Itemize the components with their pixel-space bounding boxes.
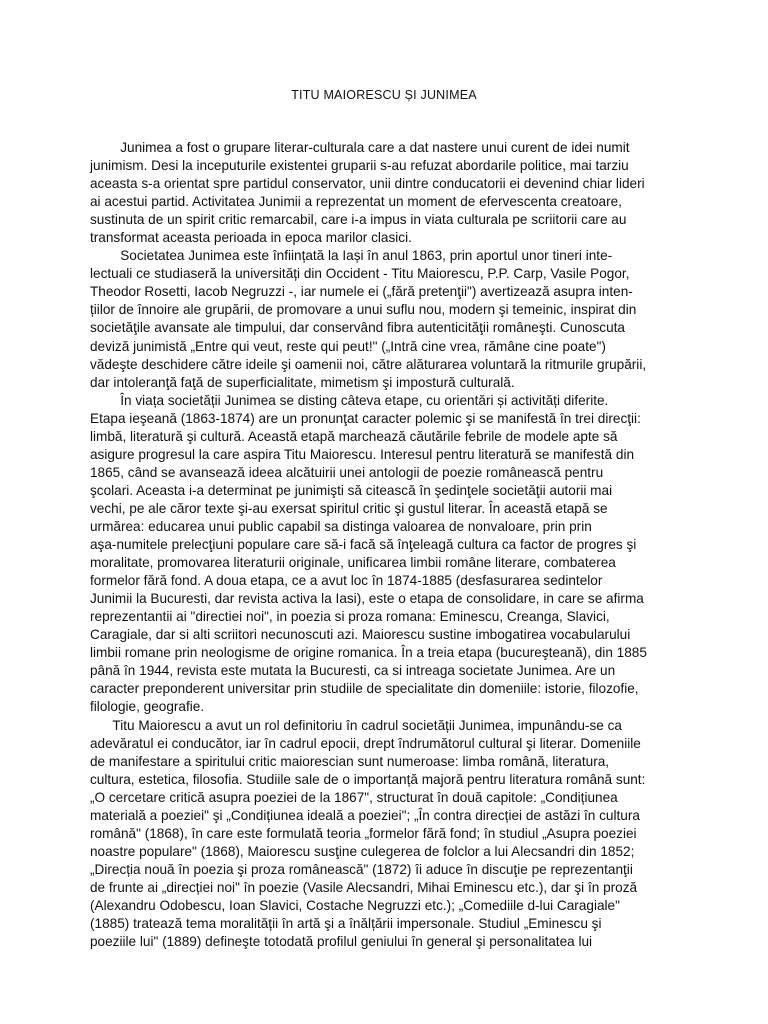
text-line: transformat aceasta perioada in epoca marilor clasici.: [90, 230, 412, 246]
document-title: TITU MAIORESCU ȘI JUNIMEA: [291, 88, 477, 102]
text-line: asigure progresul la care aspira Titu Maiorescu. Interesul pentru literatură se manifestă din: [90, 446, 635, 462]
text-line: Etapa ieşeană (1863-1874) are un pronunţat caracter polemic şi se manifestă în trei direcţii:: [90, 410, 641, 426]
text-line: Theodor Rosetti, Iacob Negruzzi -, iar numele ei („fără pretenţii") avertizează asupra inten-: [90, 284, 633, 300]
text-line: urmărea: educarea unui public capabil sa distinga valoarea de nonvaloare, prin prin: [90, 518, 592, 534]
text-line: cultura, estetica, filosofia. Studiile sale de o importanță majoră pentru literatura română sunt:: [90, 771, 646, 787]
text-line: Junimii la Bucuresti, dar revista activa la Iasi), este o etapa de consolidare, in care se afirma: [90, 591, 644, 607]
text-line: ai acestui partid. Activitatea Junimii a reprezentat un moment de efervescenta creatoare,: [90, 194, 622, 210]
text-line: (1885) tratează tema moralității în artă şi a înălțării impersonale. Studiul „Eminescu şi: [90, 916, 602, 932]
text-line: vechi, pe ale căror texte şi-au exersat spiritul critic şi gustul literar. În această etapă se: [90, 500, 608, 516]
text-line: vădeşte deschidere către ideile şi oamenii noi, către alăturarea voluntară la ritmurile grupării,: [90, 356, 647, 372]
text-line: materială a poeziei" şi „Condițiunea ideală a poeziei"; „În contra direcției de astăzi în cultura: [90, 807, 640, 823]
text-line: de manifestare a spiritului critic maiorescian sunt numeroase: limba română, literatura,: [90, 753, 610, 769]
text-line: de frunte ai „direcției noi" în poezie (Vasile Alecsandri, Mihai Eminescu etc.), dar şi în proză: [90, 879, 638, 895]
text-line: „Direcția nouă în poezia şi proza românească" (1872) îi aduce în discuţie pe reprezentanţii: [90, 861, 633, 877]
text-line: 1865, când se avansează ideea alcătuirii unei antologii de poezie românească pentru: [90, 464, 604, 480]
text-line: moralitate, promovarea literaturii originale, unificarea limbii române literare, combaterea: [90, 555, 616, 571]
text-line: caracter preponderent universitar prin studiile de specialitate din domeniile: istorie, filozofie,: [90, 681, 639, 697]
text-line: Titu Maiorescu a avut un rol definitoriu în cadrul societății Junimea, impunându-se ca: [90, 717, 622, 733]
text-line: lectuali ce studiaseră la universități din Occident - Titu Maiorescu, P.P. Carp, Vasile Pogor,: [90, 266, 630, 282]
text-line: noastre populare" (1868), Maiorescu susţine culegerea de folclor a lui Alecsandri din 1852;: [90, 843, 635, 859]
text-line: limbă, literatură şi cultură. Această etapă marchează căutările febrile de modele apte să: [90, 428, 618, 444]
text-line: poeziile lui" (1889) defineşte totodată profilul geniului în general şi personalitatea lui: [90, 934, 593, 950]
text-line: română" (1868), în care este formulată teoria „formelor fără fond; în studiul „Asupra poeziei: [90, 825, 637, 841]
text-line: Junimea a fost o grupare literar-culturala care a dat nastere unui curent de idei numit: [90, 140, 630, 155]
text-line: formelor fără fond. A doua etapa, ce a avut loc în 1874-1885 (desfasurarea sedintelor: [90, 573, 603, 589]
text-line: „O cercetare critică asupra poeziei de la 1867", structurat în două capitole: „Condițiunea: [90, 789, 618, 805]
text-line: până în 1944, revista este mutata la Bucuresti, ca si intreaga societate Junimea. Are un: [90, 663, 616, 679]
text-line: În viața societății Junimea se disting câteva etape, cu orientări și activități diferite.: [90, 392, 609, 408]
text-line: țiilor de înnoire ale grupării, de promovare a unui suflu nou, modern şi temeinic, inspirat din: [90, 302, 637, 318]
text-line: Caragiale, dar si alti scriitori necunoscuti azi. Maiorescu sustine imbogatirea vocabularului: [90, 627, 631, 643]
text-line: deviză junimistă „Entre qui veut, reste qui peut!" („Intră cine vrea, rămâne cine poate"): [90, 338, 606, 354]
text-line: adevăratul ei conducător, iar în cadrul epocii, drept îndrumătorul cultural şi literar. Domeniile: [90, 735, 641, 751]
text-line: societăţile avansate ale timpului, dar conservând fibra autenticităţii româneşti. Cunoscuta: [90, 320, 625, 336]
text-line: aşa-numitele prelecţiuni populare care să-i facă să înţeleagă cultura ca factor de progres şi: [90, 537, 637, 553]
text-line: junimism. Desi la inceputurile existentei gruparii s-au refuzat abordarile politice, mai tarziu: [90, 158, 629, 174]
text-line: şcolari. Aceasta i-a determinat pe junimişti să citească în şedinţele societăţii autorii mai: [90, 482, 613, 498]
text-line: sustinuta de un spirit critic remarcabil, care i-a impus in viata culturala pe scriitorii care au: [90, 212, 627, 228]
text-line: aceasta s-a orientat spre partidul conservator, unii dintre conducatorii ei devenind chiar lideri: [90, 176, 645, 192]
text-line: dar intoleranţă faţă de superficialitate, mimetism şi impostură culturală.: [90, 374, 515, 390]
text-line: Societatea Junimea este înființată la Iași în anul 1863, prin aportul unor tineri inte-: [90, 248, 613, 264]
text-line: limbii romane prin neologisme de origine romanica. În a treia etapa (bucureşteană), din 1885: [90, 645, 647, 661]
document-body: [90, 139, 690, 951]
text-line: (Alexandru Odobescu, Ioan Slavici, Costache Negruzzi etc.); „Comediile d-lui Caragiale": [90, 897, 620, 913]
text-line: filologie, geografie.: [90, 699, 205, 715]
text-line: reprezentantii ai "directiei noi", in poezia si proza romana: Eminescu, Creanga, Slavici,: [90, 609, 610, 625]
